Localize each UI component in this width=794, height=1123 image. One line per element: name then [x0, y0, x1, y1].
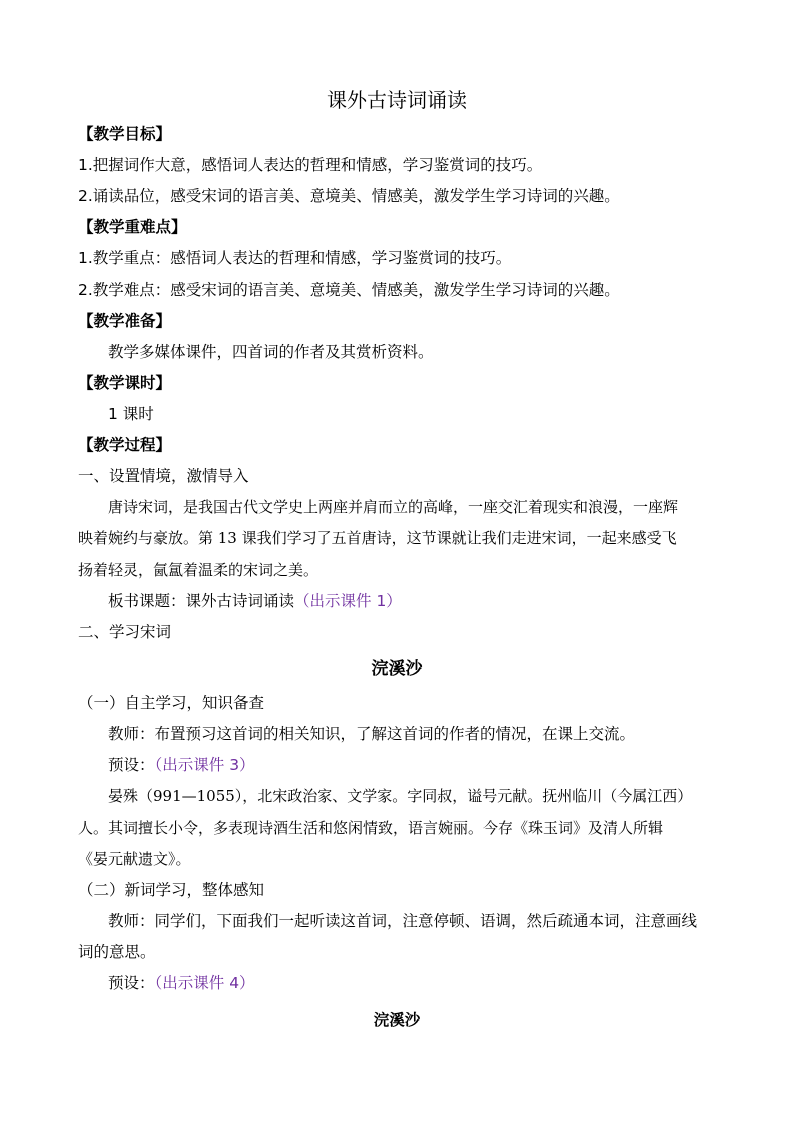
- board-ppt-note: （出示课件 1）: [294, 592, 402, 610]
- teacher-instruction-2-line-2: 词的意思。: [78, 943, 156, 961]
- preset-2-ppt-note: （出示课件 4）: [154, 974, 255, 992]
- section-prep-heading: 【教学准备】: [78, 312, 172, 330]
- poem-heading-2: 浣溪沙: [373, 1011, 421, 1029]
- step-1-heading: 一、设置情境，激情导入: [78, 467, 249, 485]
- section-process-heading: 【教学过程】: [78, 436, 172, 454]
- intro-line-3: 扬着轻灵，氤氲着温柔的宋词之美。: [78, 561, 319, 579]
- preset-1-ppt-note: （出示课件 3）: [154, 756, 255, 774]
- key-point-2: 2.教学难点：感受宋词的语言美、意境美、情感美，激发学生学习诗词的兴趣。: [78, 281, 620, 299]
- author-line-1: 晏殊（991—1055），北宋政治家、文学家。字同叔，谥号元献。抚州临川（今属江西）: [108, 787, 693, 805]
- section-goals-heading: 【教学目标】: [78, 125, 172, 143]
- author-line-2: 人。其词擅长小令，多表现诗酒生活和悠闲情致，语言婉丽。今存《珠玉词》及清人所辑: [78, 819, 664, 837]
- preset-1-line: [108, 755, 255, 775]
- teacher-instruction-1: 教师：布置预习这首词的相关知识，了解这首词的作者的情况，在课上交流。: [108, 725, 636, 743]
- subsection-2-heading: （二）新词学习，整体感知: [78, 881, 265, 899]
- poem-heading: 浣溪沙: [371, 659, 423, 679]
- board-title-line: [108, 591, 402, 611]
- goal-2: 2.诵读品位，感受宋词的语言美、意境美、情感美，激发学生学习诗词的兴趣。: [78, 187, 620, 205]
- prep-text: 教学多媒体课件，四首词的作者及其赏析资料。: [108, 343, 434, 361]
- preset-2-line: [108, 973, 255, 993]
- teacher-instruction-2-line-1: 教师：同学们，下面我们一起听读这首词，注意停顿、语调，然后疏通本词，注意画线: [108, 912, 698, 930]
- subsection-1-heading: （一）自主学习，知识备查: [78, 694, 265, 712]
- goal-1: 1.把握词作大意，感悟词人表达的哲理和情感，学习鉴赏词的技巧。: [78, 156, 543, 174]
- key-point-1: 1.教学重点：感悟词人表达的哲理和情感，学习鉴赏词的技巧。: [78, 249, 512, 267]
- intro-line-1: 唐诗宋词，是我国古代文学史上两座并肩而立的高峰，一座交汇着现实和浪漫，一座辉: [108, 498, 679, 516]
- section-hours-heading: 【教学课时】: [78, 374, 172, 392]
- intro-line-2: 映着婉约与豪放。第 13 课我们学习了五首唐诗，这节课就让我们走进宋词，一起来感受飞: [78, 529, 677, 547]
- board-title-text: 板书课题：课外古诗词诵读: [108, 592, 295, 610]
- step-2-heading: 二、学习宋词: [78, 623, 172, 641]
- preset-1-label: 预设：: [108, 756, 155, 774]
- hours-text: 1 课时: [108, 405, 154, 423]
- preset-2-label: 预设：: [108, 974, 155, 992]
- doc-title: 课外古诗词诵读: [327, 88, 467, 112]
- author-line-3: 《晏元献遗文》。: [78, 850, 191, 868]
- section-key-heading: 【教学重难点】: [78, 218, 187, 236]
